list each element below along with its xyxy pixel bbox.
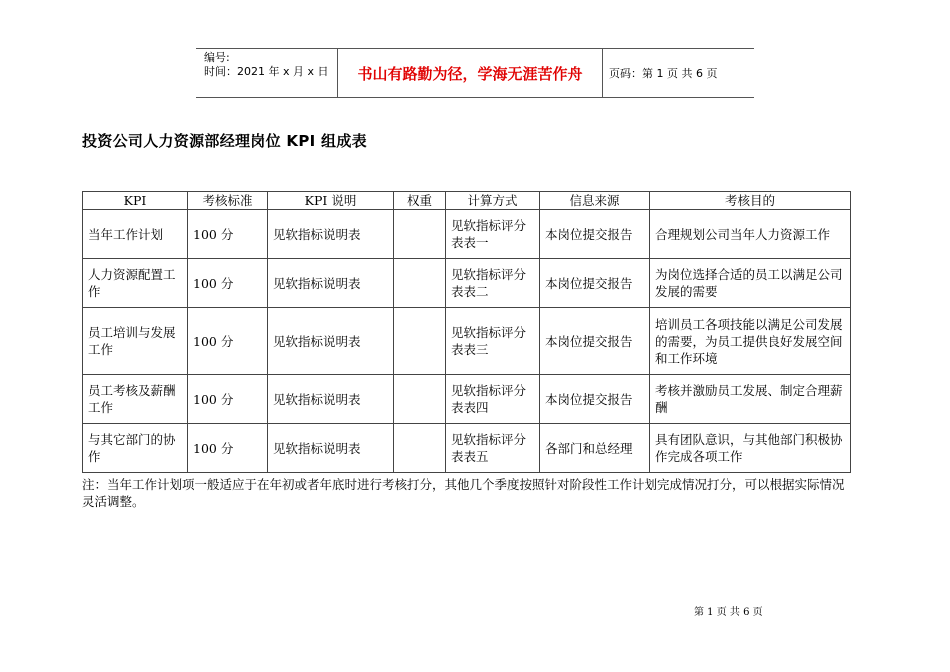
header-kpi: KPI [83, 192, 188, 210]
header-source: 信息来源 [540, 192, 650, 210]
cell-kpi: 员工培训与发展工作 [83, 308, 188, 375]
cell-source: 各部门和总经理 [540, 424, 650, 473]
header-description: KPI 说明 [268, 192, 394, 210]
cell-standard: 100 分 [188, 308, 268, 375]
time-label: 时间：2021 年 x 月 x 日 [204, 65, 329, 78]
cell-description: 见软指标说明表 [268, 259, 394, 308]
document-title: 投资公司人力资源部经理岗位 KPI 组成表 [82, 132, 367, 150]
cell-kpi: 与其它部门的协作 [83, 424, 188, 473]
table-row [83, 308, 851, 375]
header-purpose: 考核目的 [650, 192, 851, 210]
cell-description: 见软指标说明表 [268, 375, 394, 424]
cell-standard: 100 分 [188, 259, 268, 308]
header-meta [196, 49, 338, 97]
cell-weight [394, 210, 446, 259]
cell-purpose: 合理规划公司当年人力资源工作 [650, 210, 851, 259]
cell-purpose: 培训员工各项技能以满足公司发展的需要，为员工提供良好发展空间和工作环境 [650, 308, 851, 375]
cell-purpose: 为岗位选择合适的员工以满足公司发展的需要 [650, 259, 851, 308]
table-row [83, 424, 851, 473]
cell-kpi: 员工考核及薪酬工作 [83, 375, 188, 424]
cell-calculation: 见软指标评分表表五 [446, 424, 540, 473]
page-header [196, 48, 754, 98]
header-standard: 考核标准 [188, 192, 268, 210]
cell-calculation: 见软指标评分表表二 [446, 259, 540, 308]
cell-weight [394, 375, 446, 424]
cell-description: 见软指标说明表 [268, 210, 394, 259]
table-row [83, 375, 851, 424]
header-calculation: 计算方式 [446, 192, 540, 210]
header-motto: 书山有路勤为径，学海无涯苦作舟 [338, 49, 603, 97]
header-weight: 权重 [394, 192, 446, 210]
cell-source: 本岗位提交报告 [540, 375, 650, 424]
number-label: 编号: [204, 51, 230, 64]
cell-standard: 100 分 [188, 375, 268, 424]
cell-calculation: 见软指标评分表表四 [446, 375, 540, 424]
cell-source: 本岗位提交报告 [540, 308, 650, 375]
cell-calculation: 见软指标评分表表三 [446, 308, 540, 375]
cell-kpi: 当年工作计划 [83, 210, 188, 259]
cell-weight [394, 424, 446, 473]
cell-weight [394, 259, 446, 308]
table-row [83, 210, 851, 259]
cell-kpi: 人力资源配置工作 [83, 259, 188, 308]
cell-standard: 100 分 [188, 210, 268, 259]
table-row [83, 259, 851, 308]
cell-description: 见软指标说明表 [268, 424, 394, 473]
cell-description: 见软指标说明表 [268, 308, 394, 375]
kpi-table [82, 191, 851, 473]
table-note: 注：当年工作计划项一般适应于在年初或者年底时进行考核打分，其他几个季度按照针对阶段性工作计划完成情况打分，可以根据实际情况灵活调整。 [82, 477, 845, 509]
cell-standard: 100 分 [188, 424, 268, 473]
cell-purpose: 考核并激励员工发展、制定合理薪酬 [650, 375, 851, 424]
cell-purpose: 具有团队意识，与其他部门积极协作完成各项工作 [650, 424, 851, 473]
header-page-label: 页码：第 1 页 共 6 页 [609, 67, 718, 80]
table-header-row [83, 192, 851, 210]
cell-source: 本岗位提交报告 [540, 210, 650, 259]
cell-calculation: 见软指标评分表表一 [446, 210, 540, 259]
cell-weight [394, 308, 446, 375]
page-footer: 第 1 页 共 6 页 [694, 607, 763, 618]
cell-source: 本岗位提交报告 [540, 259, 650, 308]
